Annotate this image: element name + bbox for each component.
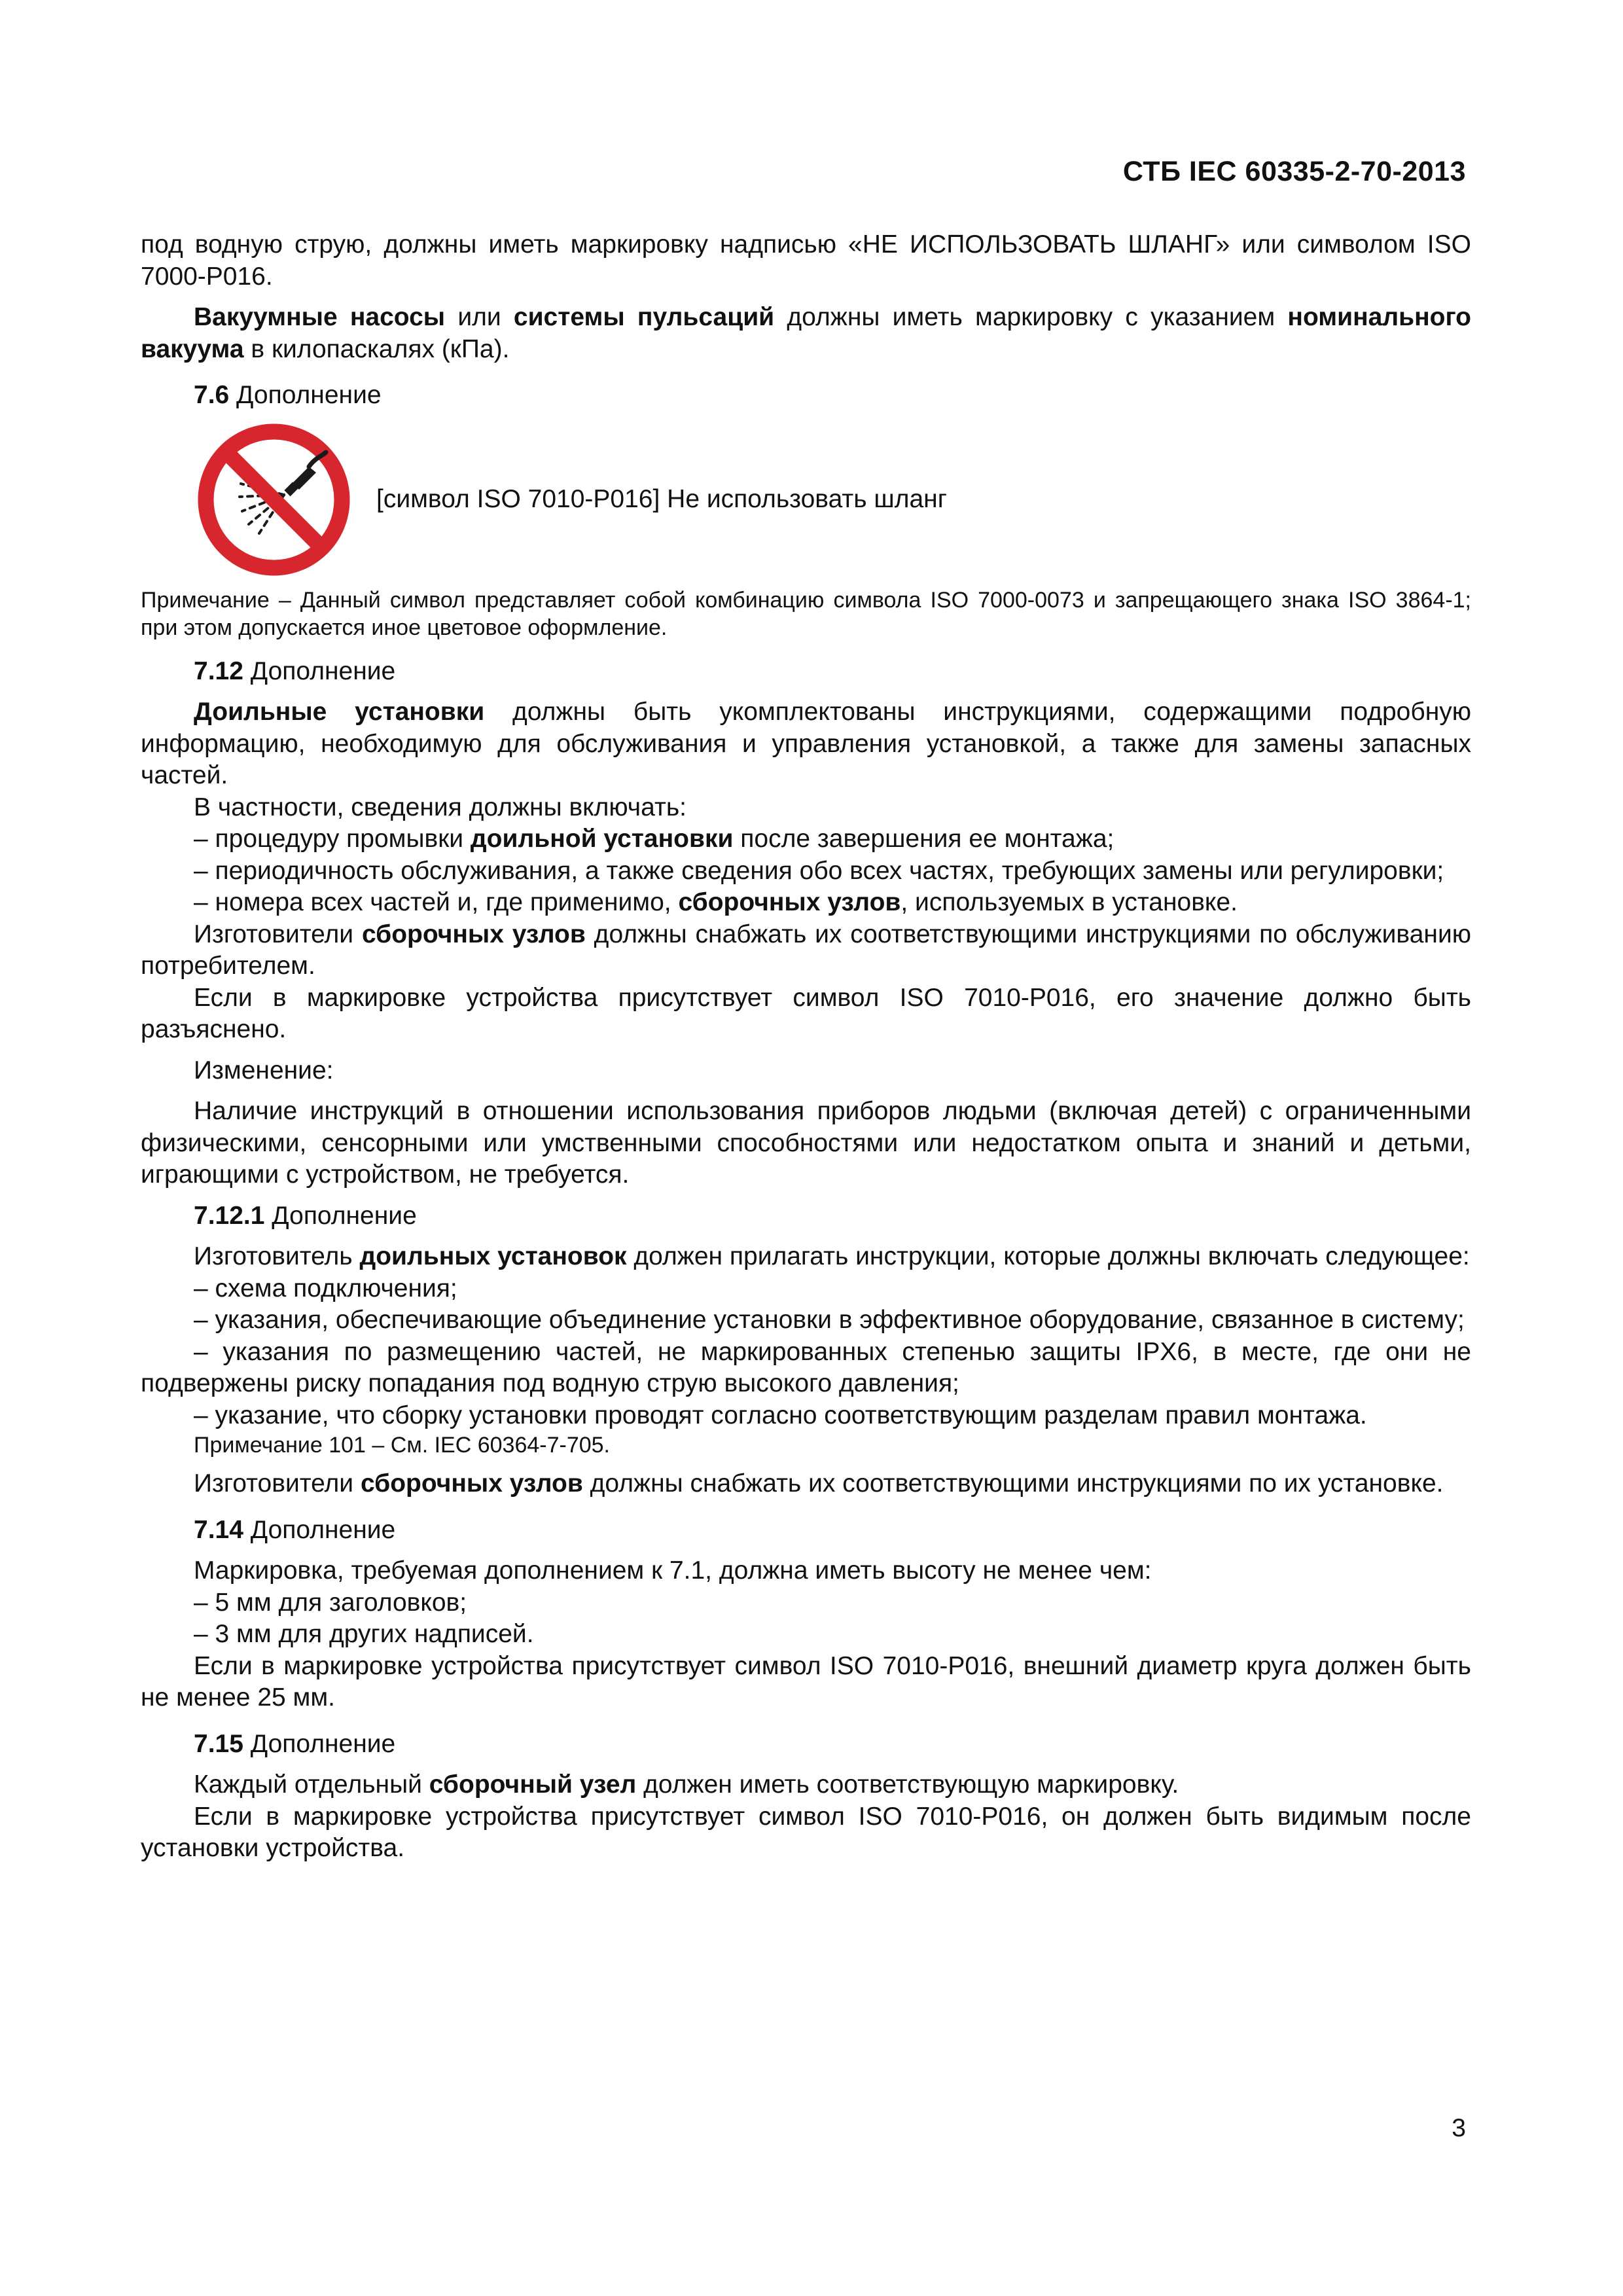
- term-rated-vacuum: номинального вакуума: [141, 303, 1472, 363]
- list-item: – указания по размещению частей, не маркированных степенью защиты IPX6, в месте, где они не подвержены риску попадания под водную струю высокого давления;: [141, 1337, 1471, 1397]
- section-heading-7-15: [141, 1729, 1471, 1761]
- text-fragment: , используемых в установке.: [901, 888, 1238, 916]
- intro-paragraph: под водную струю, должны иметь маркировку надписью «НЕ ИСПОЛЬЗОВАТЬ ШЛАНГ» или символом ISO 7000-P016.: [141, 230, 1471, 291]
- text-fragment: Каждый отдельный: [194, 1770, 429, 1799]
- term-milking-machines: Доильные установки: [194, 698, 485, 726]
- document-body: [141, 229, 1471, 1865]
- text-fragment: после завершения ее монтажа;: [733, 825, 1115, 853]
- list-item: [141, 887, 1471, 919]
- paragraph-7-12-1: [141, 696, 1471, 792]
- term-assemblies: сборочных узлов: [360, 1469, 583, 1498]
- term-assemblies: сборочных узлов: [361, 920, 586, 948]
- section-title: Дополнение: [264, 1201, 417, 1230]
- list-item: [141, 823, 1471, 855]
- list-item: – схема подключения;: [194, 1274, 457, 1302]
- section-heading-7-6: [141, 380, 1471, 412]
- term-assembly: сборочный узел: [429, 1770, 637, 1799]
- section-number: 7.12.1: [194, 1201, 265, 1230]
- paragraph-7-12-1-1: [141, 1241, 1471, 1273]
- change-label: Изменение:: [194, 1056, 334, 1085]
- term-milking-machines: доильных установок: [359, 1242, 627, 1270]
- section-number: 7.15: [194, 1729, 243, 1758]
- no-hose-prohibition-icon: [194, 420, 354, 580]
- text-fragment: или: [445, 303, 514, 331]
- section-heading-7-12-1: [141, 1200, 1471, 1232]
- section-title: Дополнение: [243, 1515, 396, 1544]
- text-fragment: в килопаскалях (кПа).: [243, 334, 510, 363]
- paragraph-7-12-4: Если в маркировке устройства присутствует символ ISO 7010-P016, его значение должно быть разъяснено.: [141, 983, 1471, 1043]
- section-title: Дополнение: [243, 1729, 396, 1758]
- text-fragment: Изготовители: [194, 1469, 361, 1498]
- term-vacuum-pumps: Вакуумные насосы: [194, 303, 446, 331]
- paragraph-7-14-2: Если в маркировке устройства присутствует символ ISO 7010-P016, внешний диаметр круга должен быть не менее 25 мм.: [141, 1651, 1471, 1712]
- paragraph-7-12-1-2: [141, 1468, 1471, 1500]
- list-item: – 5 мм для заголовков;: [194, 1588, 467, 1617]
- section-title: Дополнение: [243, 656, 396, 685]
- symbol-row: [194, 420, 1471, 580]
- section-heading-7-12: [141, 656, 1471, 688]
- vacuum-paragraph: [141, 302, 1471, 365]
- section-number: 7.12: [194, 656, 243, 685]
- paragraph-7-15-2: Если в маркировке устройства присутствует символ ISO 7010-P016, он должен быть видимым после установки устройства.: [141, 1802, 1471, 1862]
- text-fragment: должны снабжать их соответствующими инструкциями по обслуживанию потребителем.: [141, 920, 1471, 980]
- term-assemblies: сборочных узлов: [678, 888, 901, 916]
- document-code-header: СТБ IEC 60335-2-70-2013: [1122, 156, 1466, 187]
- text-fragment: должны иметь маркировку с указанием: [774, 303, 1288, 331]
- section-heading-7-14: [141, 1515, 1471, 1547]
- section-number: 7.14: [194, 1515, 243, 1544]
- page-number: 3: [1452, 2114, 1466, 2142]
- change-text: Наличие инструкций в отношении использования приборов людьми (включая детей) с ограниченными физическими, сенсорными или умственными способностями или недостатком опыта и знаний и детьми, играющими с устройством, не требуется.: [141, 1097, 1471, 1189]
- text-fragment: должны снабжать их соответствующими инструкциями по их установке.: [582, 1469, 1444, 1498]
- paragraph-7-14-1: Маркировка, требуемая дополнением к 7.1, должна иметь высоту не менее чем:: [194, 1556, 1152, 1585]
- term-milking-machine: доильной установки: [470, 825, 734, 853]
- section-number: 7.6: [194, 381, 230, 409]
- paragraph-7-12-2: В частности, сведения должны включать:: [194, 793, 687, 821]
- list-item: – указание, что сборку установки проводят согласно соответствующим разделам правил монтажа.: [194, 1401, 1367, 1429]
- text-fragment: должен иметь соответствующую маркировку.: [636, 1770, 1179, 1799]
- note-7-6: Примечание – Данный символ представляет собой комбинацию символа ISO 7000-0073 и запрещающего знака ISO 3864-1; при этом допускается иное цветовое оформление.: [141, 587, 1471, 640]
- list-item: – указания, обеспечивающие объединение установки в эффективное оборудование, связанное в систему;: [194, 1306, 1465, 1334]
- list-item: – 3 мм для других надписей.: [194, 1620, 534, 1648]
- section-title: Дополнение: [229, 381, 382, 409]
- text-fragment: Изготовитель: [194, 1242, 360, 1270]
- paragraph-7-15-1: [141, 1769, 1471, 1801]
- list-item: – периодичность обслуживания, а также сведения обо всех частях, требующих замены или регулировки;: [194, 856, 1444, 885]
- text-fragment: Изготовители: [194, 920, 362, 948]
- term-pulsation-systems: системы пульсаций: [513, 303, 775, 331]
- paragraph-7-12-3: [141, 919, 1471, 982]
- symbol-caption: [символ ISO 7010-P016] Не использовать шланг: [376, 484, 947, 513]
- text-fragment: – номера всех частей и, где применимо,: [194, 888, 679, 916]
- text-fragment: должен прилагать инструкции, которые должны включать следующее:: [626, 1242, 1470, 1270]
- text-fragment: – процедуру промывки: [194, 825, 471, 853]
- note-101: Примечание 101 – См. IEC 60364-7-705.: [194, 1433, 610, 1458]
- text-fragment: должны быть укомплектованы инструкциями, содержащими подробную информацию, необходимую для обслуживания и управления установкой, а также для замены запасных частей.: [141, 698, 1471, 789]
